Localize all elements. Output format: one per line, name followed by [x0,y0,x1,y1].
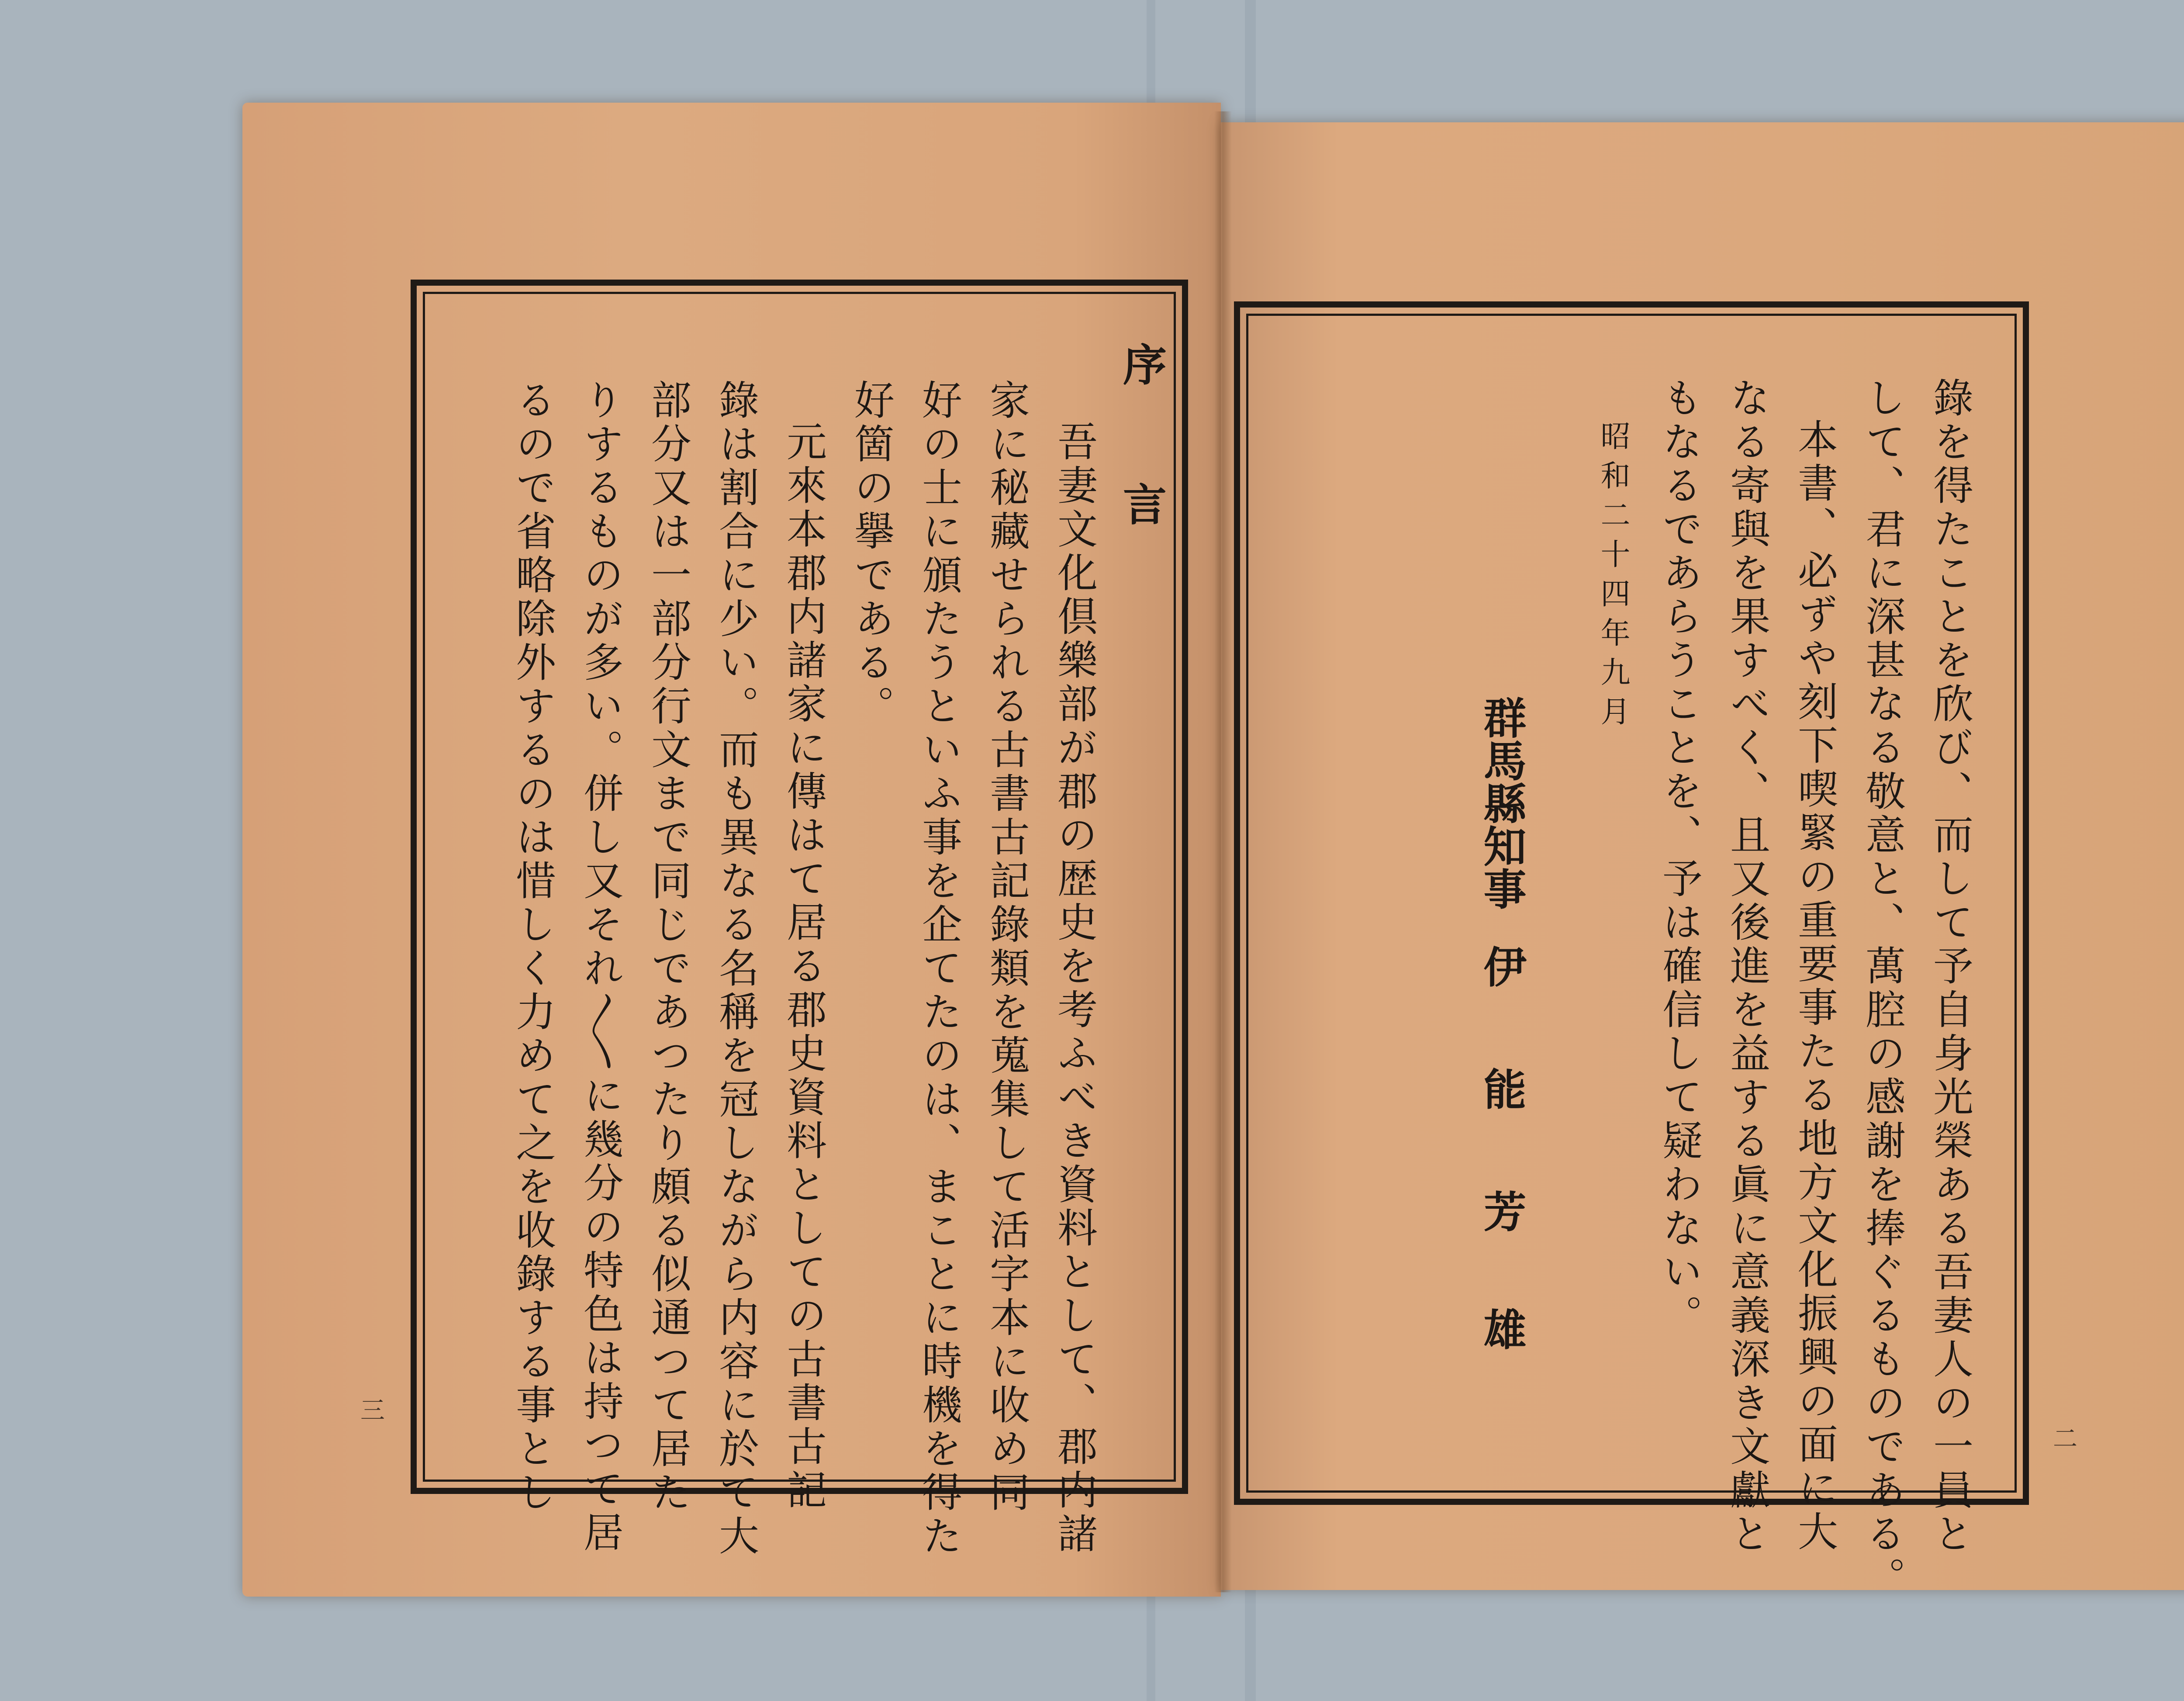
right-text-block [1246,314,2017,1600]
text-column-4: なる寄與を果すべく、且又後進を益する眞に意義深き文獻と [1724,377,1770,1556]
heading-char-2: 言 [1116,482,1167,526]
text-column-1: 錄を得たことを欣び、而して予自身光榮ある吾妻人の一員と [1927,377,1973,1556]
text-column-5: もなるであらうことを、予は確信して疑わない。 [1656,377,1703,1338]
text-column-3: 本書、必ずや刻下喫緊の重要事たる地方文化振興の面に大 [1791,418,1838,1554]
signature-title: 群馬縣知事 [1476,696,1527,910]
text-column-2: して、君に深甚なる敬意と、萬腔の感謝を捧ぐるものである。 [1859,377,1906,1600]
signature-name-char: 能 [1476,1067,1527,1110]
text-column-1: 吾妻文化倶樂部が郡の歴史を考ふべき資料として、郡内諸 [1051,421,1098,1556]
left-text-block [423,292,1176,1559]
page-number-right: 二 [2053,1425,2077,1453]
open-book [238,103,2184,1600]
text-column-6: 錄は割合に少い。而も異なる名稱を冠しながら内容に於て大 [712,379,759,1559]
page-number-left: 三 [360,1397,385,1425]
signature-name-char: 雄 [1476,1307,1527,1350]
text-column-2: 家に秘藏せられる古書古記錄類を蒐集して活字本に收め同 [983,379,1030,1515]
signature-name-char: 芳 [1476,1189,1527,1232]
text-column-7: 部分又は一部分行文まで同じであつたり頗る似通つて居た [645,379,691,1515]
right-page [1221,122,2184,1600]
book-gutter [1214,111,1232,1592]
text-column-8: りするものが多い。併し又それ〳〵に幾分の特色は持つて居 [577,379,624,1555]
text-column-9: るので省略除外するのは惜しく力めて之を收錄する事とし [509,379,556,1515]
text-column-3: 好の士に頒たうといふ事を企てたのは、まことに時機を得た [916,379,962,1559]
date-line: 昭和二十四年九月 [1596,421,1630,735]
signature-name-char: 伊 [1476,945,1527,988]
left-page [242,103,1221,1597]
heading-char-1: 序 [1116,342,1167,386]
text-column-5: 元來本郡内諸家に傳はて居る郡史資料としての古書古記 [780,421,827,1513]
text-column-4: 好箇の擧である。 [848,379,895,729]
left-page-frame [411,280,1188,1559]
right-page-frame [1234,301,2029,1600]
